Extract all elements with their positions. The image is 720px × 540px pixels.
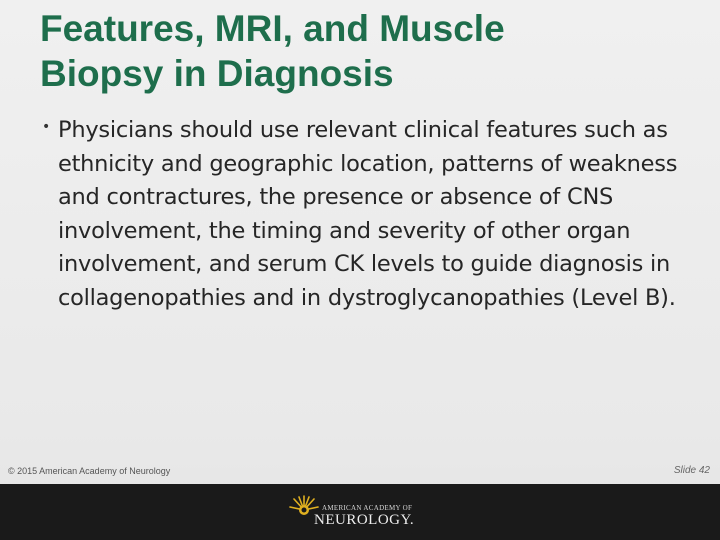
bullet-dot-icon: • xyxy=(42,119,51,135)
slide-title xyxy=(40,6,680,96)
logo-text-line-2: NEUROLOGY. xyxy=(314,512,415,528)
bullet-text: Physicians should use relevant clinical features such as ethnicity and geographic location, patterns of weakness and contractures, the presence or absence of CNS involvement, the timing and severity of other organ involvement, and serum CK levels to guide diagnosis in collagenopathies and in dystroglycanopathies (Level B). xyxy=(58,117,678,311)
slide-number: Slide 42 xyxy=(673,465,710,476)
footer-bar xyxy=(0,484,720,540)
copyright-notice: © 2015 American Academy of Neurology xyxy=(8,466,171,476)
title-line-1: Features, MRI, and Muscle xyxy=(40,8,505,49)
aan-logo xyxy=(288,494,448,534)
logo-text-line-1: AMERICAN ACADEMY OF xyxy=(322,504,413,512)
title-line-2: Biopsy in Diagnosis xyxy=(40,53,394,94)
bullet-item xyxy=(42,114,692,315)
